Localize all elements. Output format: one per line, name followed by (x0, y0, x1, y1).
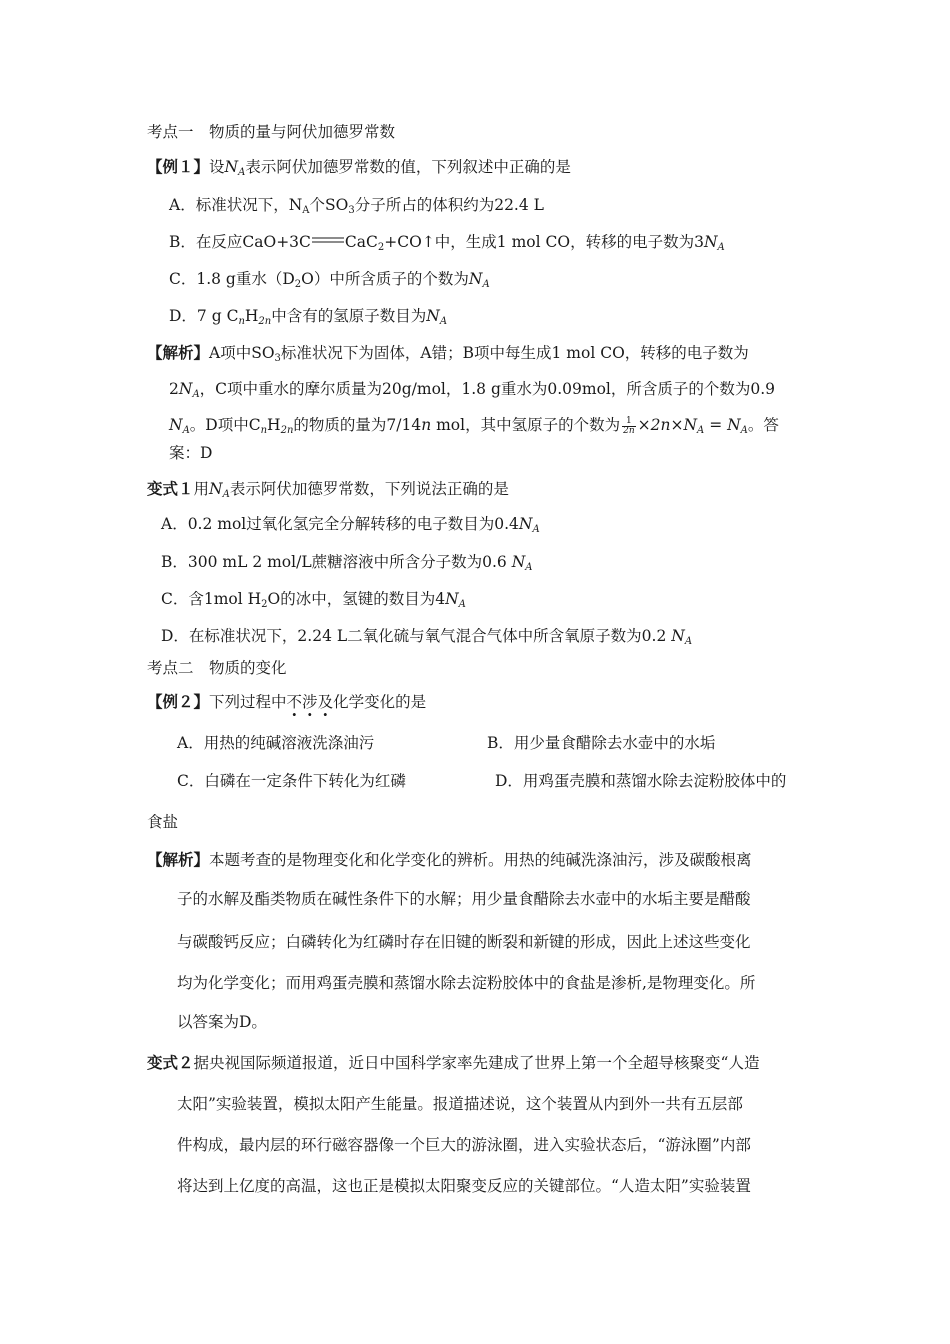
example1-stem: 【例１】设$N_A$表示阿伏加德罗常数的值，下列叙述中正确的是 (147, 157, 571, 178)
analysis1-line3: $N_A$。D项中$C_nH_{2n}$的物质的量为7/14n mol，其中氢原子的个数为 $\frac{1}{2n}$ $\times 2n\times N_A = N_A$。答 (169, 415, 779, 436)
analysis1-line2: $2N_A$，C项中重水的摩尔质量为20g/mol，1.8 g重水为0.09mol，所含质子的个数为0.9 (169, 380, 776, 400)
example2-option-c: C．白磷在一定条件下转化为红磷 (177, 772, 406, 790)
example2-option-d: D．用鸡蛋壳膜和蒸馏水除去淀粉胶体中的 (495, 772, 787, 790)
variant1-option-b: B．300 mL 2 mol/L蔗糖溶液中所含分子数为0.6 $N_A$ (161, 553, 533, 573)
example2-option-b: B．用少量食醋除去水壶中的水垢 (487, 734, 716, 752)
variant1-option-a: A．0.2 mol过氧化氢完全分解转移的电子数目为$0.4N_A$ (161, 515, 540, 535)
variant2-line2: 太阳”实验装置，模拟太阳产生能量。报道描述说，这个装置从内到外一共有五层部 (177, 1095, 743, 1113)
example1-option-d: D．7 g $C_nH_{2n}$中含有的氢原子数目为$N_A$ (169, 307, 448, 327)
section1-title: 考点一 物质的量与阿伏加德罗常数 (147, 123, 396, 141)
analysis2-line3: 与碳酸钙反应；白磷转化为红磷时存在旧键的断裂和新键的形成，因此上述这些变化 (177, 933, 751, 951)
reaction-equals-sign (311, 232, 345, 252)
variant1-stem: 变式１用$N_A$表示阿伏加德罗常数，下列说法正确的是 (147, 479, 509, 500)
example2-stem: 【例２】下列过程中不涉及化学变化的是 (147, 692, 427, 711)
variant2-line3: 件构成，最内层的环行磁容器像一个巨大的游泳圈，进入实验状态后，“游泳圈”内部 (177, 1136, 751, 1154)
section2-title: 考点二 物质的变化 (147, 659, 287, 677)
example2-option-a: A．用热的纯碱溶液洗涤油污 (177, 734, 375, 752)
example1-option-a: A．标准状况下，$N_A$个$SO_3$分子所占的体积约为22.4 L (169, 196, 544, 216)
example1-option-c: C．1.8 g重水$(D_2O)$中所含质子的个数为$N_A$ (169, 270, 490, 290)
variant1-option-c: C．含1mol $H_2O$的冰中，氢键的数目为$4N_A$ (161, 590, 466, 610)
fraction-1-over-2n: $\frac{1}{2n}$ (623, 415, 635, 436)
example1-option-b: B．在反应CaO+3C CaC$_2$+CO↑中，生成1 mol CO，转移的电子数为$3N_A$ (169, 233, 725, 253)
variant2-line4: 将达到上亿度的高温，这也正是模拟太阳聚变反应的关键部位。“人造太阳”实验装置 (177, 1177, 751, 1195)
variant2-line1: 变式２据央视国际频道报道，近日中国科学家率先建成了世界上第一个全超导核聚变“人造 (147, 1053, 760, 1072)
example2-option-d-continued: 食盐 (147, 813, 179, 831)
analysis2-line4: 均为化学变化；而用鸡蛋壳膜和蒸馏水除去淀粉胶体中的食盐是渗析,是物理变化。所 (177, 974, 756, 992)
analysis1-line1: 【解析】A项中$SO_3$标准状况下为固体，A错；B项中每生成1 mol CO，转移的电子数为 (147, 343, 749, 364)
analysis2-line1: 【解析】本题考查的是物理变化和化学变化的辨析。用热的纯碱洗涤油污，涉及碳酸根离 (147, 850, 752, 869)
analysis2-line5: 以答案为D。 (177, 1013, 267, 1031)
analysis1-line4: 案：D (169, 444, 213, 462)
variant1-option-d: D．在标准状况下，2.24 L二氧化硫与氧气混合气体中所含氧原子数为0.2 $N_A$ (161, 627, 693, 647)
analysis2-line2: 子的水解及酯类物质在碱性条件下的水解；用少量食醋除去水壶中的水垢主要是醋酸 (177, 890, 751, 908)
